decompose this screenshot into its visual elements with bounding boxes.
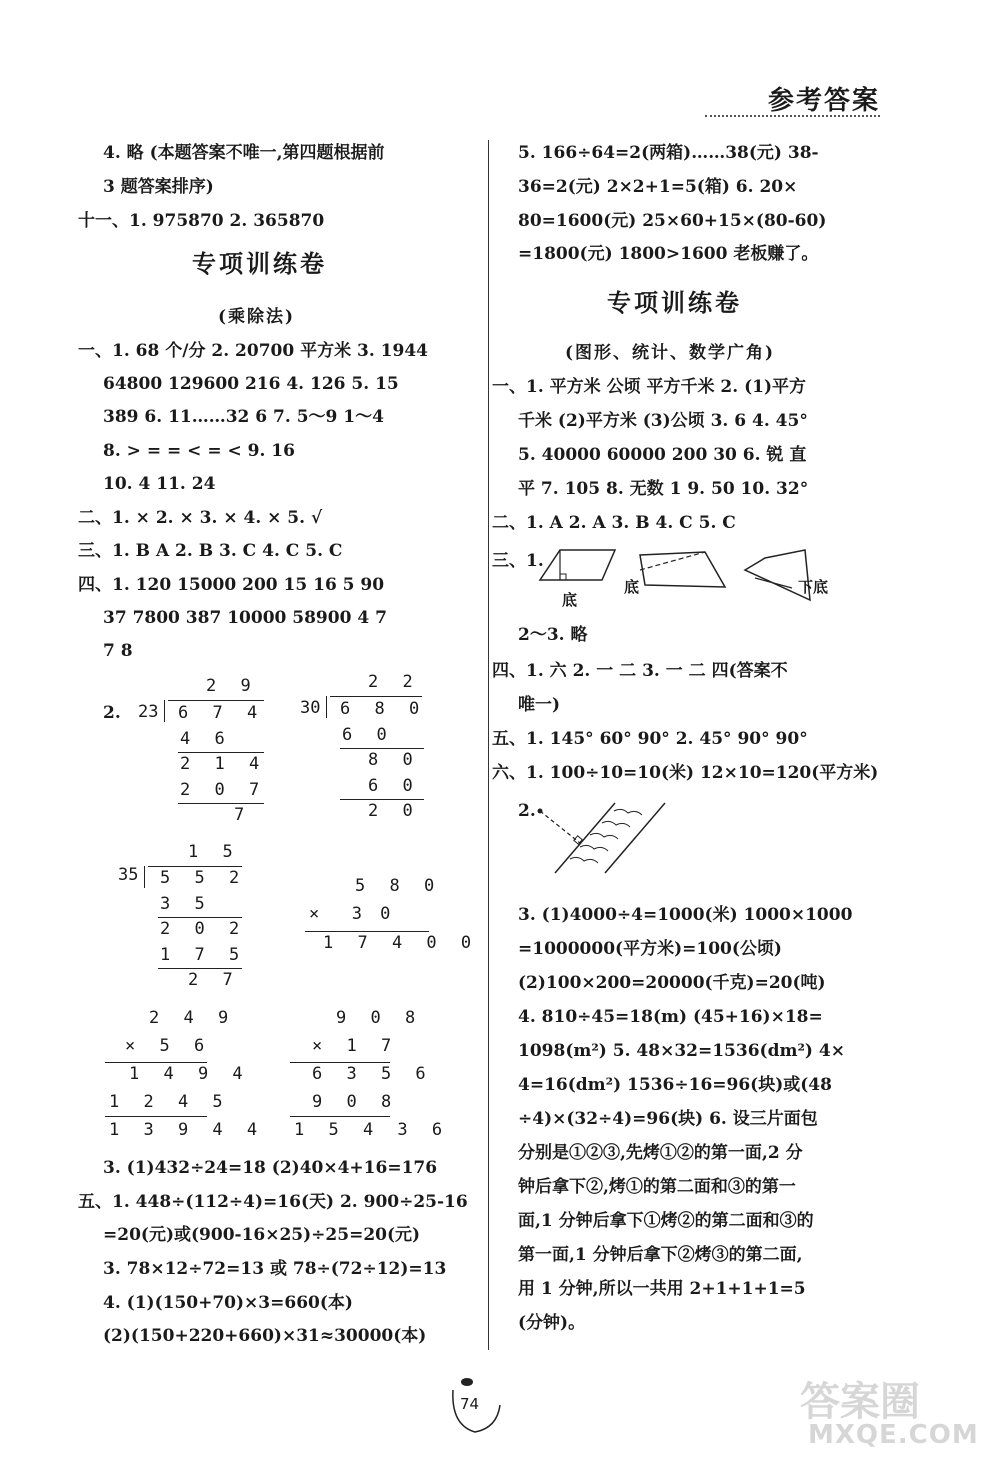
river-figure-svg <box>520 795 680 885</box>
text-line: 平 7. 105 8. 无数 1 9. 50 10. 32° <box>518 479 809 499</box>
text-line: 4=16(dm²) 1536÷16=96(块)或(48 <box>518 1075 832 1095</box>
text-line: 一、1. 平方米 公顷 平方千米 2. (1)平方 <box>492 377 807 397</box>
text-line: 第一面,1 分钟后拿下②烤③的第二面, <box>518 1245 803 1265</box>
figure-label: 三、1. <box>492 551 544 571</box>
figure-label-base: 底 <box>562 591 578 609</box>
text-line: (2)100×200=20000(千克)=20(吨) <box>518 973 826 993</box>
text-line: 三、1. B A 2. B 3. C 4. C 5. C <box>78 541 343 561</box>
text-line: (分钟)。 <box>518 1313 586 1333</box>
text-line: 四、1. 120 15000 200 15 16 5 90 <box>78 575 385 595</box>
calc-row: 1 2 4 5 <box>109 1092 230 1112</box>
text-line: 五、1. 448÷(112÷4)=16(天) 2. 900÷25-16 <box>78 1192 468 1212</box>
text-line: 1098(m²) 5. 48×32=1536(dm²) 4× <box>518 1041 845 1061</box>
watermark-url: MXQE.COM <box>808 1420 979 1450</box>
text-line: 4. (1)(150+70)×3=660(本) <box>103 1293 353 1313</box>
quotient: 2 2 <box>368 672 420 692</box>
text-line: 36=2(元) 2×2+1=5(箱) 6. 20× <box>518 177 798 197</box>
text-line: 分别是①②③,先烤①②的第一面,2 分 <box>518 1143 803 1163</box>
text-line: 3. 78×12÷72=13 或 78÷(72÷12)=13 <box>103 1259 447 1279</box>
text-line: 五、1. 145° 60° 90° 2. 45° 90° 90° <box>492 729 808 749</box>
text-line: 80=1600(元) 25×60+15×(80-60) <box>518 211 827 231</box>
page-header-title: 参考答案 <box>768 86 881 116</box>
calc-row: 7 <box>234 805 252 825</box>
calc-row: 2 0 2 <box>160 919 247 939</box>
text-line: 64800 129600 216 4. 126 5. 15 <box>103 374 399 394</box>
calc-row: 1 3 9 4 4 <box>109 1120 265 1140</box>
calc-label: 2. <box>103 703 121 723</box>
text-line: ÷4)×(32÷4)=96(块) 6. 设三片面包 <box>518 1109 818 1129</box>
figure-label-lower-base: 下底 <box>798 578 829 596</box>
trapezoid-shape <box>640 552 725 587</box>
calc-row: 6 8 0 <box>340 699 427 719</box>
text-line: =1000000(平方米)=100(公顷) <box>518 939 782 959</box>
text-line: 钟后拿下②,烤①的第二面和③的第一 <box>518 1177 796 1197</box>
text-line: 389 6. 11……32 6 7. 5～9 1～4 <box>103 407 384 427</box>
calc-row: 1 7 5 <box>160 945 247 965</box>
calc-row: 1 7 4 0 0 <box>323 933 479 953</box>
text-line: 一、1. 68 个/分 2. 20700 平方米 3. 1944 <box>78 341 428 361</box>
text-line: 二、1. × 2. × 3. × 4. × 5. √ <box>78 508 323 528</box>
watermark-logo: 答案圈 <box>800 1379 920 1425</box>
calc-row: 6 0 <box>368 776 420 796</box>
text-line: 二、1. A 2. A 3. B 4. C 5. C <box>492 513 736 533</box>
text-line: 3. (1)4000÷4=1000(米) 1000×1000 <box>518 905 853 925</box>
calc-row: 5 8 0 <box>355 876 442 896</box>
header-rule <box>705 115 880 117</box>
calc-row: 9 0 8 <box>336 1008 423 1028</box>
text-line: 5. 166÷64=2(两箱)……38(元) 38- <box>518 143 819 163</box>
text-line: (2)(150+220+660)×31≈30000(本) <box>103 1326 427 1346</box>
calc-row: 6 0 <box>342 725 394 745</box>
text-line: 5. 40000 60000 200 30 6. 锐 直 <box>518 445 807 465</box>
text-line: 四、1. 六 2. 一 二 3. 一 二 四(答案不 <box>492 661 788 681</box>
divisor: 35 <box>118 865 139 885</box>
calc-row: × 1 7 <box>312 1036 399 1056</box>
calc-row: 6 3 5 6 <box>312 1064 433 1084</box>
text-line: =1800(元) 1800>1600 老板赚了。 <box>518 244 819 264</box>
divisor: 23 <box>138 702 159 722</box>
section-subtitle: (图形、统计、数学广角) <box>565 343 776 363</box>
divisor: 30 <box>300 698 321 718</box>
calc-row: 8 0 <box>368 750 420 770</box>
text-line: 唯一) <box>518 695 561 715</box>
column-divider <box>488 140 489 1350</box>
text-line: 六、1. 100÷10=10(米) 12×10=120(平方米) <box>492 763 879 783</box>
quotient: 1 5 <box>188 842 240 862</box>
calc-row: 6 7 4 <box>178 703 265 723</box>
text-line: 面,1 分钟后拿下①烤②的第二面和③的 <box>518 1211 814 1231</box>
calc-row: 9 0 8 <box>312 1092 399 1112</box>
text-line: 3 题答案排序) <box>103 177 214 197</box>
calc-row: × 3 0 <box>309 904 395 924</box>
section-subtitle: (乘除法) <box>218 307 296 327</box>
text-line: 3. (1)432÷24=18 (2)40×4+16=176 <box>103 1158 438 1178</box>
calc-row: 1 5 4 3 6 <box>294 1120 450 1140</box>
text-line: 7 8 <box>103 641 133 661</box>
text-line: 4. 略 (本题答案不唯一,第四题根据前 <box>103 143 385 163</box>
text-line: 37 7800 387 10000 58900 4 7 <box>103 608 387 628</box>
figure-label: 2. <box>518 801 536 821</box>
text-line: 十一、1. 975870 2. 365870 <box>78 211 325 231</box>
calc-row: 3 5 <box>160 894 212 914</box>
calc-row: 2 0 7 <box>180 780 267 800</box>
text-line: =20(元)或(900-16×25)÷25=20(元) <box>103 1225 421 1245</box>
figure-label-base: 底 <box>624 578 640 596</box>
calc-row: 1 4 9 4 <box>129 1064 250 1084</box>
parallelogram-shape <box>540 550 615 580</box>
text-line: 千米 (2)平方米 (3)公顷 3. 6 4. 45° <box>518 411 808 431</box>
text-line: 用 1 分钟,所以一共用 2+1+1+1=5 <box>518 1279 806 1299</box>
calc-row: 2 4 9 <box>149 1008 236 1028</box>
calc-row: 2 0 <box>368 801 420 821</box>
text-line: 10. 4 11. 24 <box>103 474 216 494</box>
text-line: 4. 810÷45=18(m) (45+16)×18= <box>518 1007 823 1027</box>
page-number: 74 <box>460 1395 480 1413</box>
calc-row: × 5 6 <box>125 1036 212 1056</box>
section-title: 专项训练卷 <box>192 250 327 278</box>
calc-row: 2 7 <box>188 970 240 990</box>
calc-row: 5 5 2 <box>160 868 247 888</box>
text-line: 2～3. 略 <box>518 625 588 645</box>
quotient: 2 9 <box>206 676 258 696</box>
text-line: 8. > = = < = < 9. 16 <box>103 441 295 461</box>
calc-row: 2 1 4 <box>180 754 267 774</box>
calc-row: 4 6 <box>180 729 232 749</box>
section-title: 专项训练卷 <box>607 289 742 317</box>
